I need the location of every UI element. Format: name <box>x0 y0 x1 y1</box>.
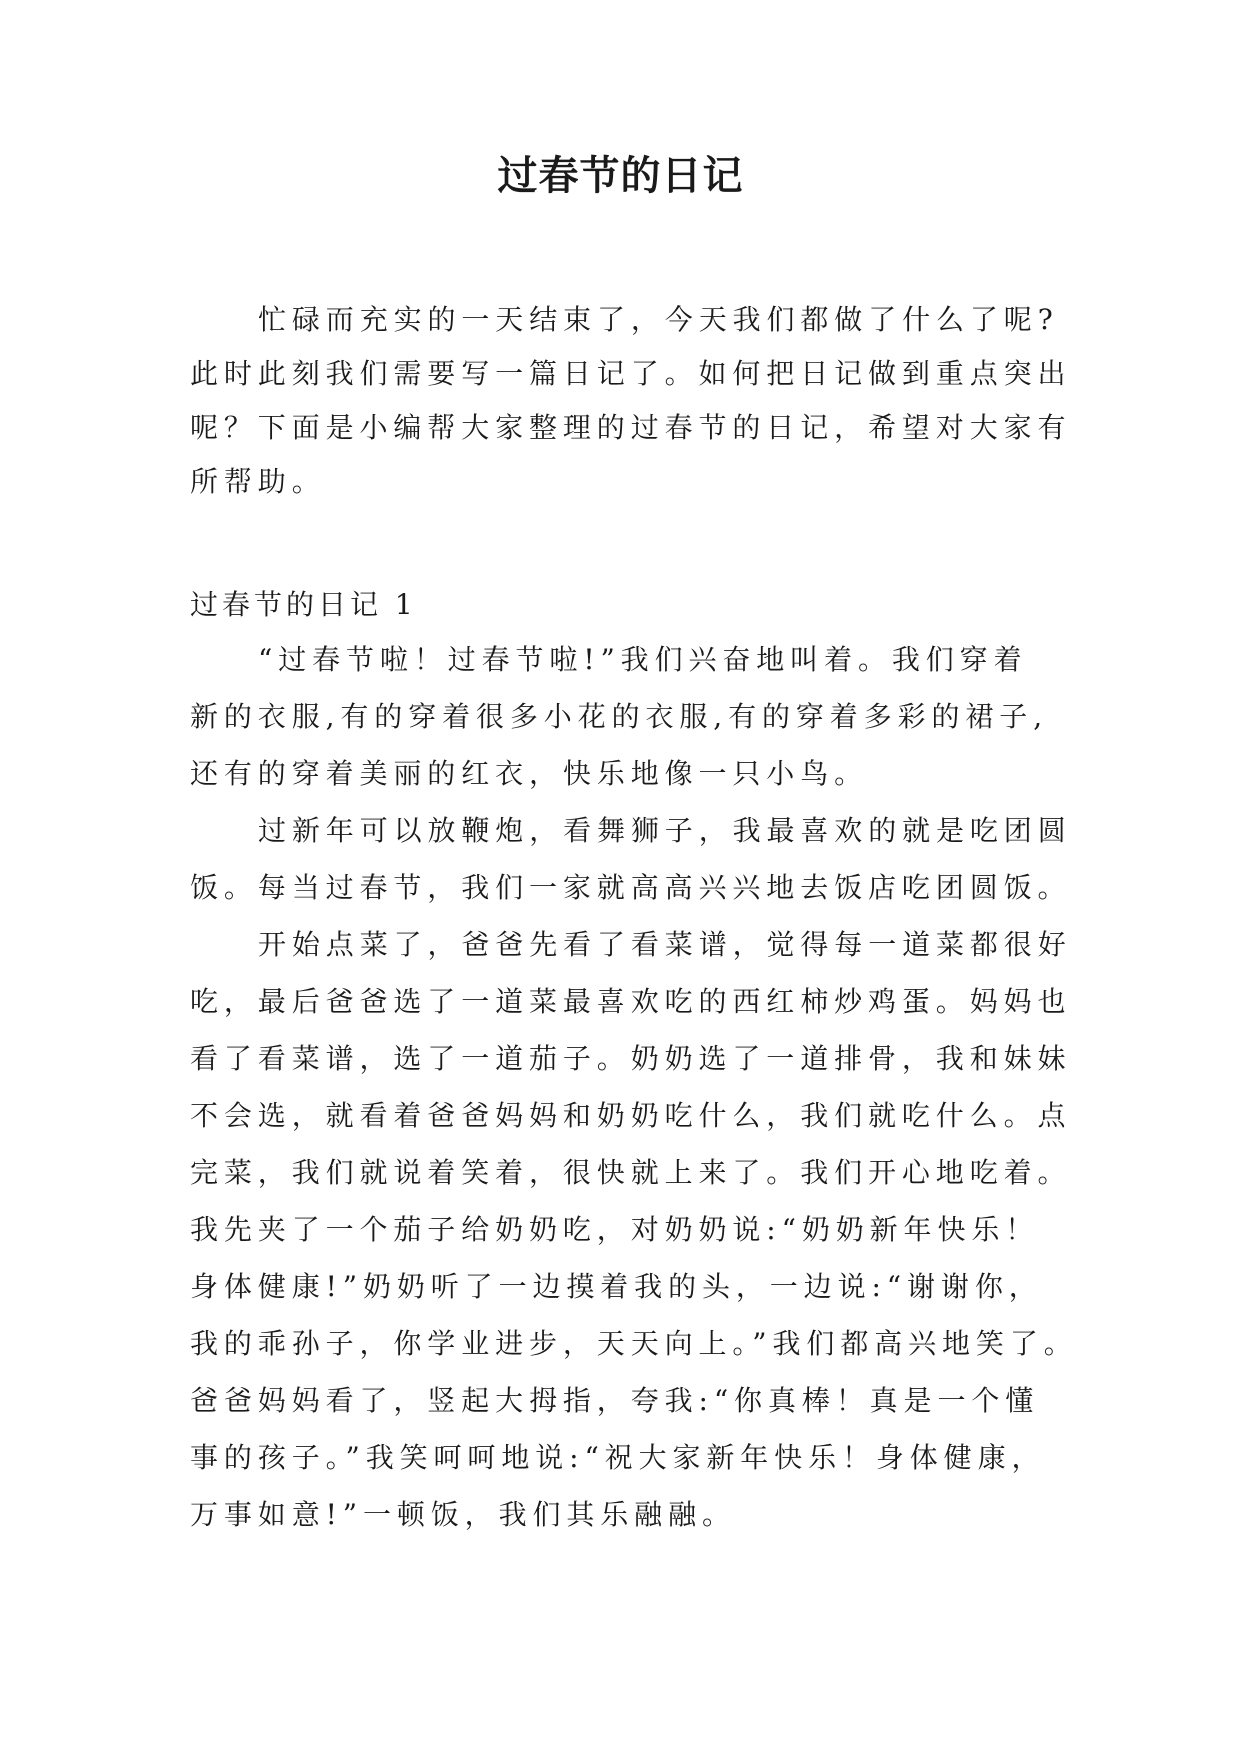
body-line: 看了看菜谱，选了一道茄子。奶奶选了一道排骨，我和妹妹 <box>190 1042 1072 1075</box>
document-title: 过春节的日记 <box>497 152 744 199</box>
body-line: 吃，最后爸爸选了一道菜最喜欢吃的西红柿炒鸡蛋。妈妈也 <box>190 985 1072 1018</box>
intro-line: 所帮助。 <box>190 465 326 498</box>
body-line: 事的孩子。”我笑呵呵地说:“祝大家新年快乐！身体健康， <box>190 1441 1046 1474</box>
body-line: 不会选，就看着爸爸妈妈和奶奶吃什么，我们就吃什么。点 <box>190 1099 1072 1132</box>
body-line: 开始点菜了，爸爸先看了看菜谱，觉得每一道菜都很好 <box>258 928 1072 961</box>
body-line: 还有的穿着美丽的红衣，快乐地像一只小鸟。 <box>190 757 869 790</box>
intro-line: 此时此刻我们需要写一篇日记了。如何把日记做到重点突出 <box>190 357 1072 390</box>
body-line: 爸爸妈妈看了，竖起大拇指，夸我:“你真棒！真是一个懂 <box>190 1384 1040 1417</box>
body-line: 饭。每当过春节，我们一家就高高兴兴地去饭店吃团圆饭。 <box>190 871 1072 904</box>
body-line: 身体健康!”奶奶听了一边摸着我的头，一边说:“谢谢你， <box>190 1270 1043 1303</box>
body-line: 过新年可以放鞭炮，看舞狮子，我最喜欢的就是吃团圆 <box>258 814 1072 847</box>
body-line: 完菜，我们就说着笑着，很快就上来了。我们开心地吃着。 <box>190 1156 1072 1189</box>
body-line: 我的乖孙子，你学业进步，天天向上。”我们都高兴地笑了。 <box>190 1327 1078 1360</box>
body-line: 我先夹了一个茄子给奶奶吃，对奶奶说:“奶奶新年快乐！ <box>190 1213 1040 1246</box>
intro-line: 呢？下面是小编帮大家整理的过春节的日记，希望对大家有 <box>190 411 1072 444</box>
section-heading: 过春节的日记 1 <box>190 588 417 621</box>
body-line: 新的衣服,有的穿着很多小花的衣服,有的穿着多彩的裙子, <box>190 700 1049 733</box>
intro-line: 忙碌而充实的一天结束了，今天我们都做了什么了呢? <box>258 303 1059 336</box>
body-line: “过春节啦！过春节啦!”我们兴奋地叫着。我们穿着 <box>258 643 1028 676</box>
body-line: 万事如意!”一顿饭，我们其乐融融。 <box>190 1498 736 1531</box>
